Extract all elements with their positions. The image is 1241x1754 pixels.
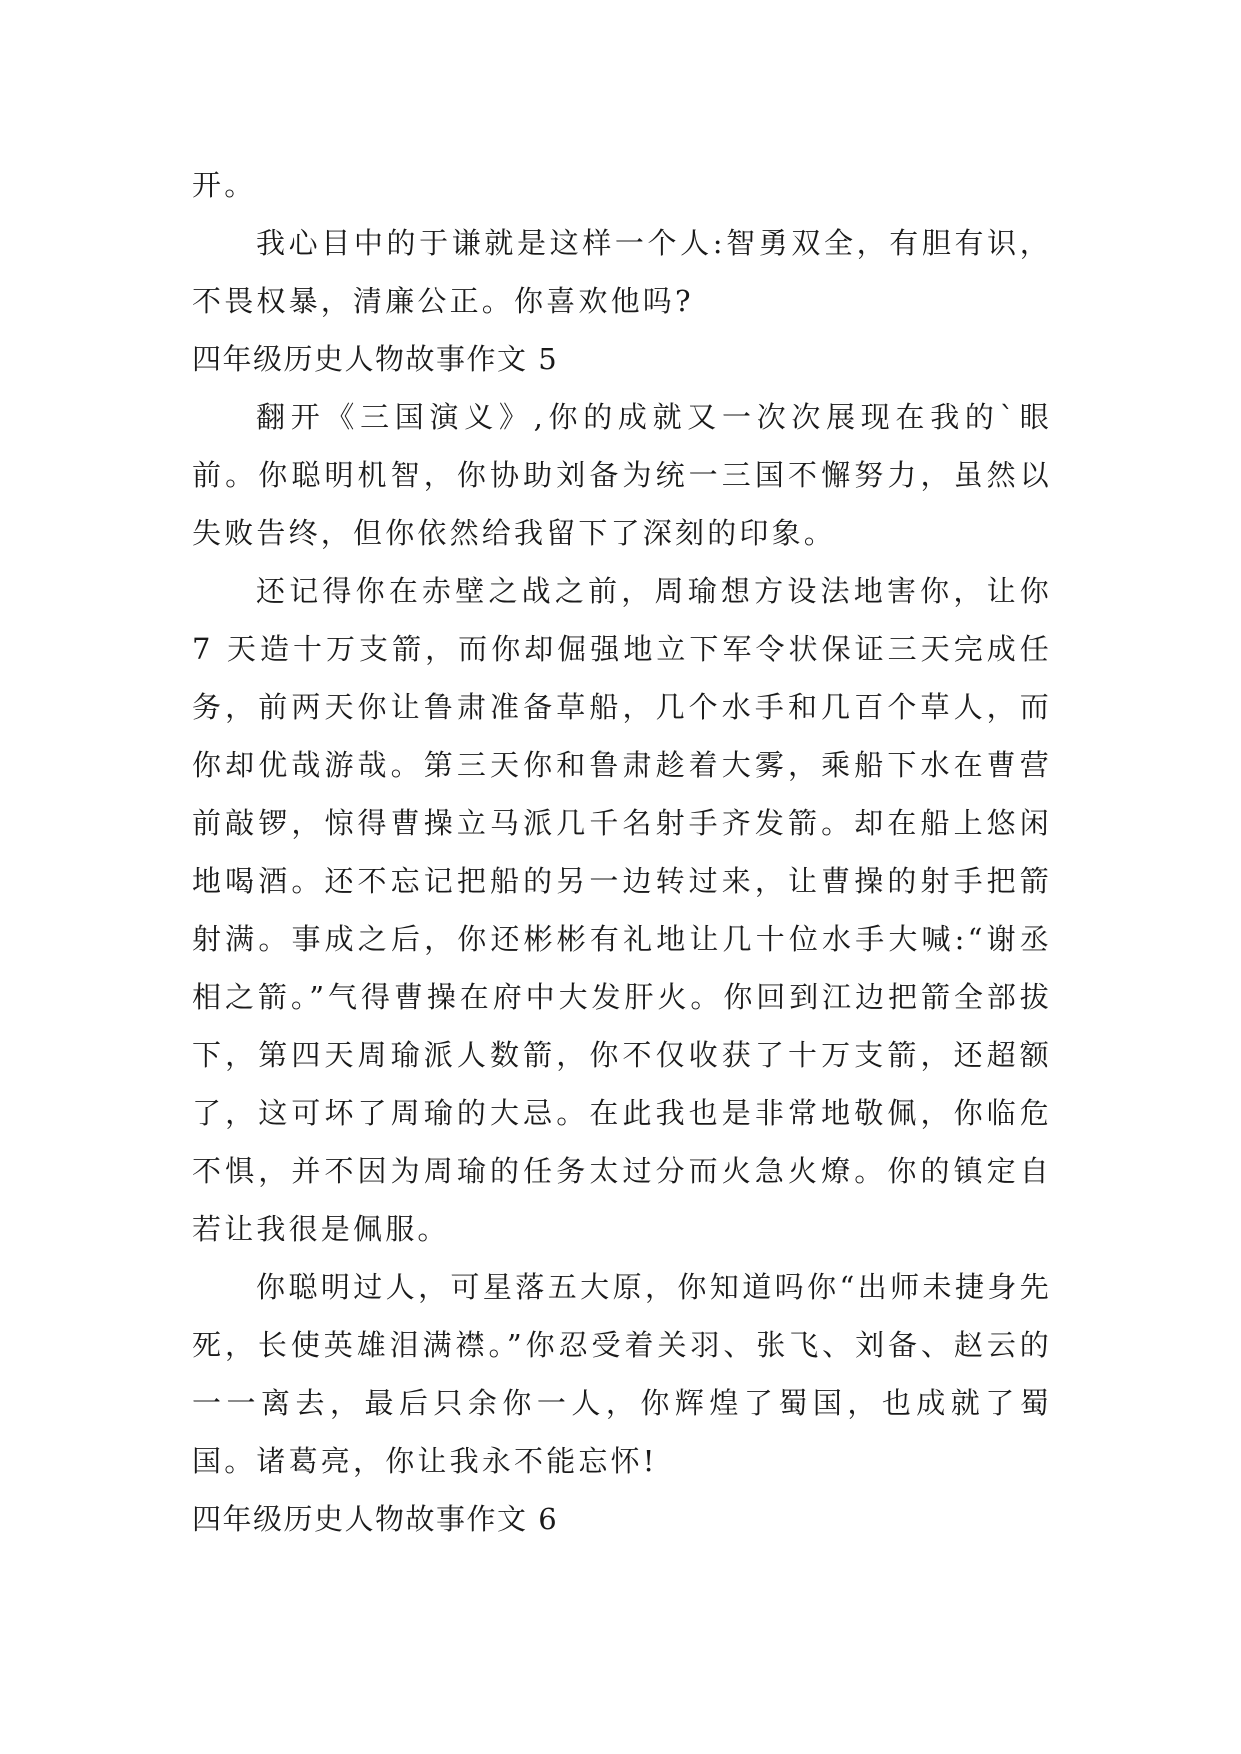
section-heading-6: 四年级历史人物故事作文 6 bbox=[192, 1502, 559, 1536]
paragraph-three-kingdoms-intro: 翻开《三国演义》,你的成就又一次次展现在我的`眼前。你聪明机智，你协助刘备为统一三国不懈努力，虽然以失败告终，但你依然给我留下了深刻的印象。 bbox=[192, 400, 1052, 550]
section-heading-5: 四年级历史人物故事作文 5 bbox=[192, 342, 559, 376]
paragraph-continuation: 开。 bbox=[192, 168, 257, 202]
document-body bbox=[192, 156, 1052, 1548]
paragraph-yu-qian-summary: 我心目中的于谦就是这样一个人:智勇双全，有胆有识，不畏权暴，清廉公正。你喜欢他吗? bbox=[192, 226, 1052, 318]
paragraph-zhuge-liang-tribute: 你聪明过人，可星落五大原，你知道吗你“出师未捷身先死，长使英雄泪满襟。”你忍受着关羽、张飞、刘备、赵云的一一离去，最后只余你一人，你辉煌了蜀国，也成就了蜀国。诸葛亮，你让我永不能忘怀! bbox=[192, 1270, 1052, 1478]
paragraph-borrowing-arrows: 还记得你在赤壁之战之前，周瑜想方设法地害你，让你 7 天造十万支箭，而你却倔强地立下军令状保证三天完成任务，前两天你让鲁肃准备草船，几个水手和几百个草人，而你却优哉游哉。第三天你和鲁肃趁着大雾，乘船下水在曹营前敲锣，惊得曹操立马派几千名射手齐发箭。却在船上悠闲地喝酒。还不忘记把船的另一边转过来，让曹操的射手把箭射满。事成之后，你还彬彬有礼地让几十位水手大喊:“谢丞相之箭。”气得曹操在府中大发肝火。你回到江边把箭全部拔下，第四天周瑜派人数箭，你不仅收获了十万支箭，还超额了，这可坏了周瑜的大忌。在此我也是非常地敬佩，你临危不惧，并不因为周瑜的任务太过分而火急火燎。你的镇定自若让我很是佩服。 bbox=[192, 574, 1052, 1246]
